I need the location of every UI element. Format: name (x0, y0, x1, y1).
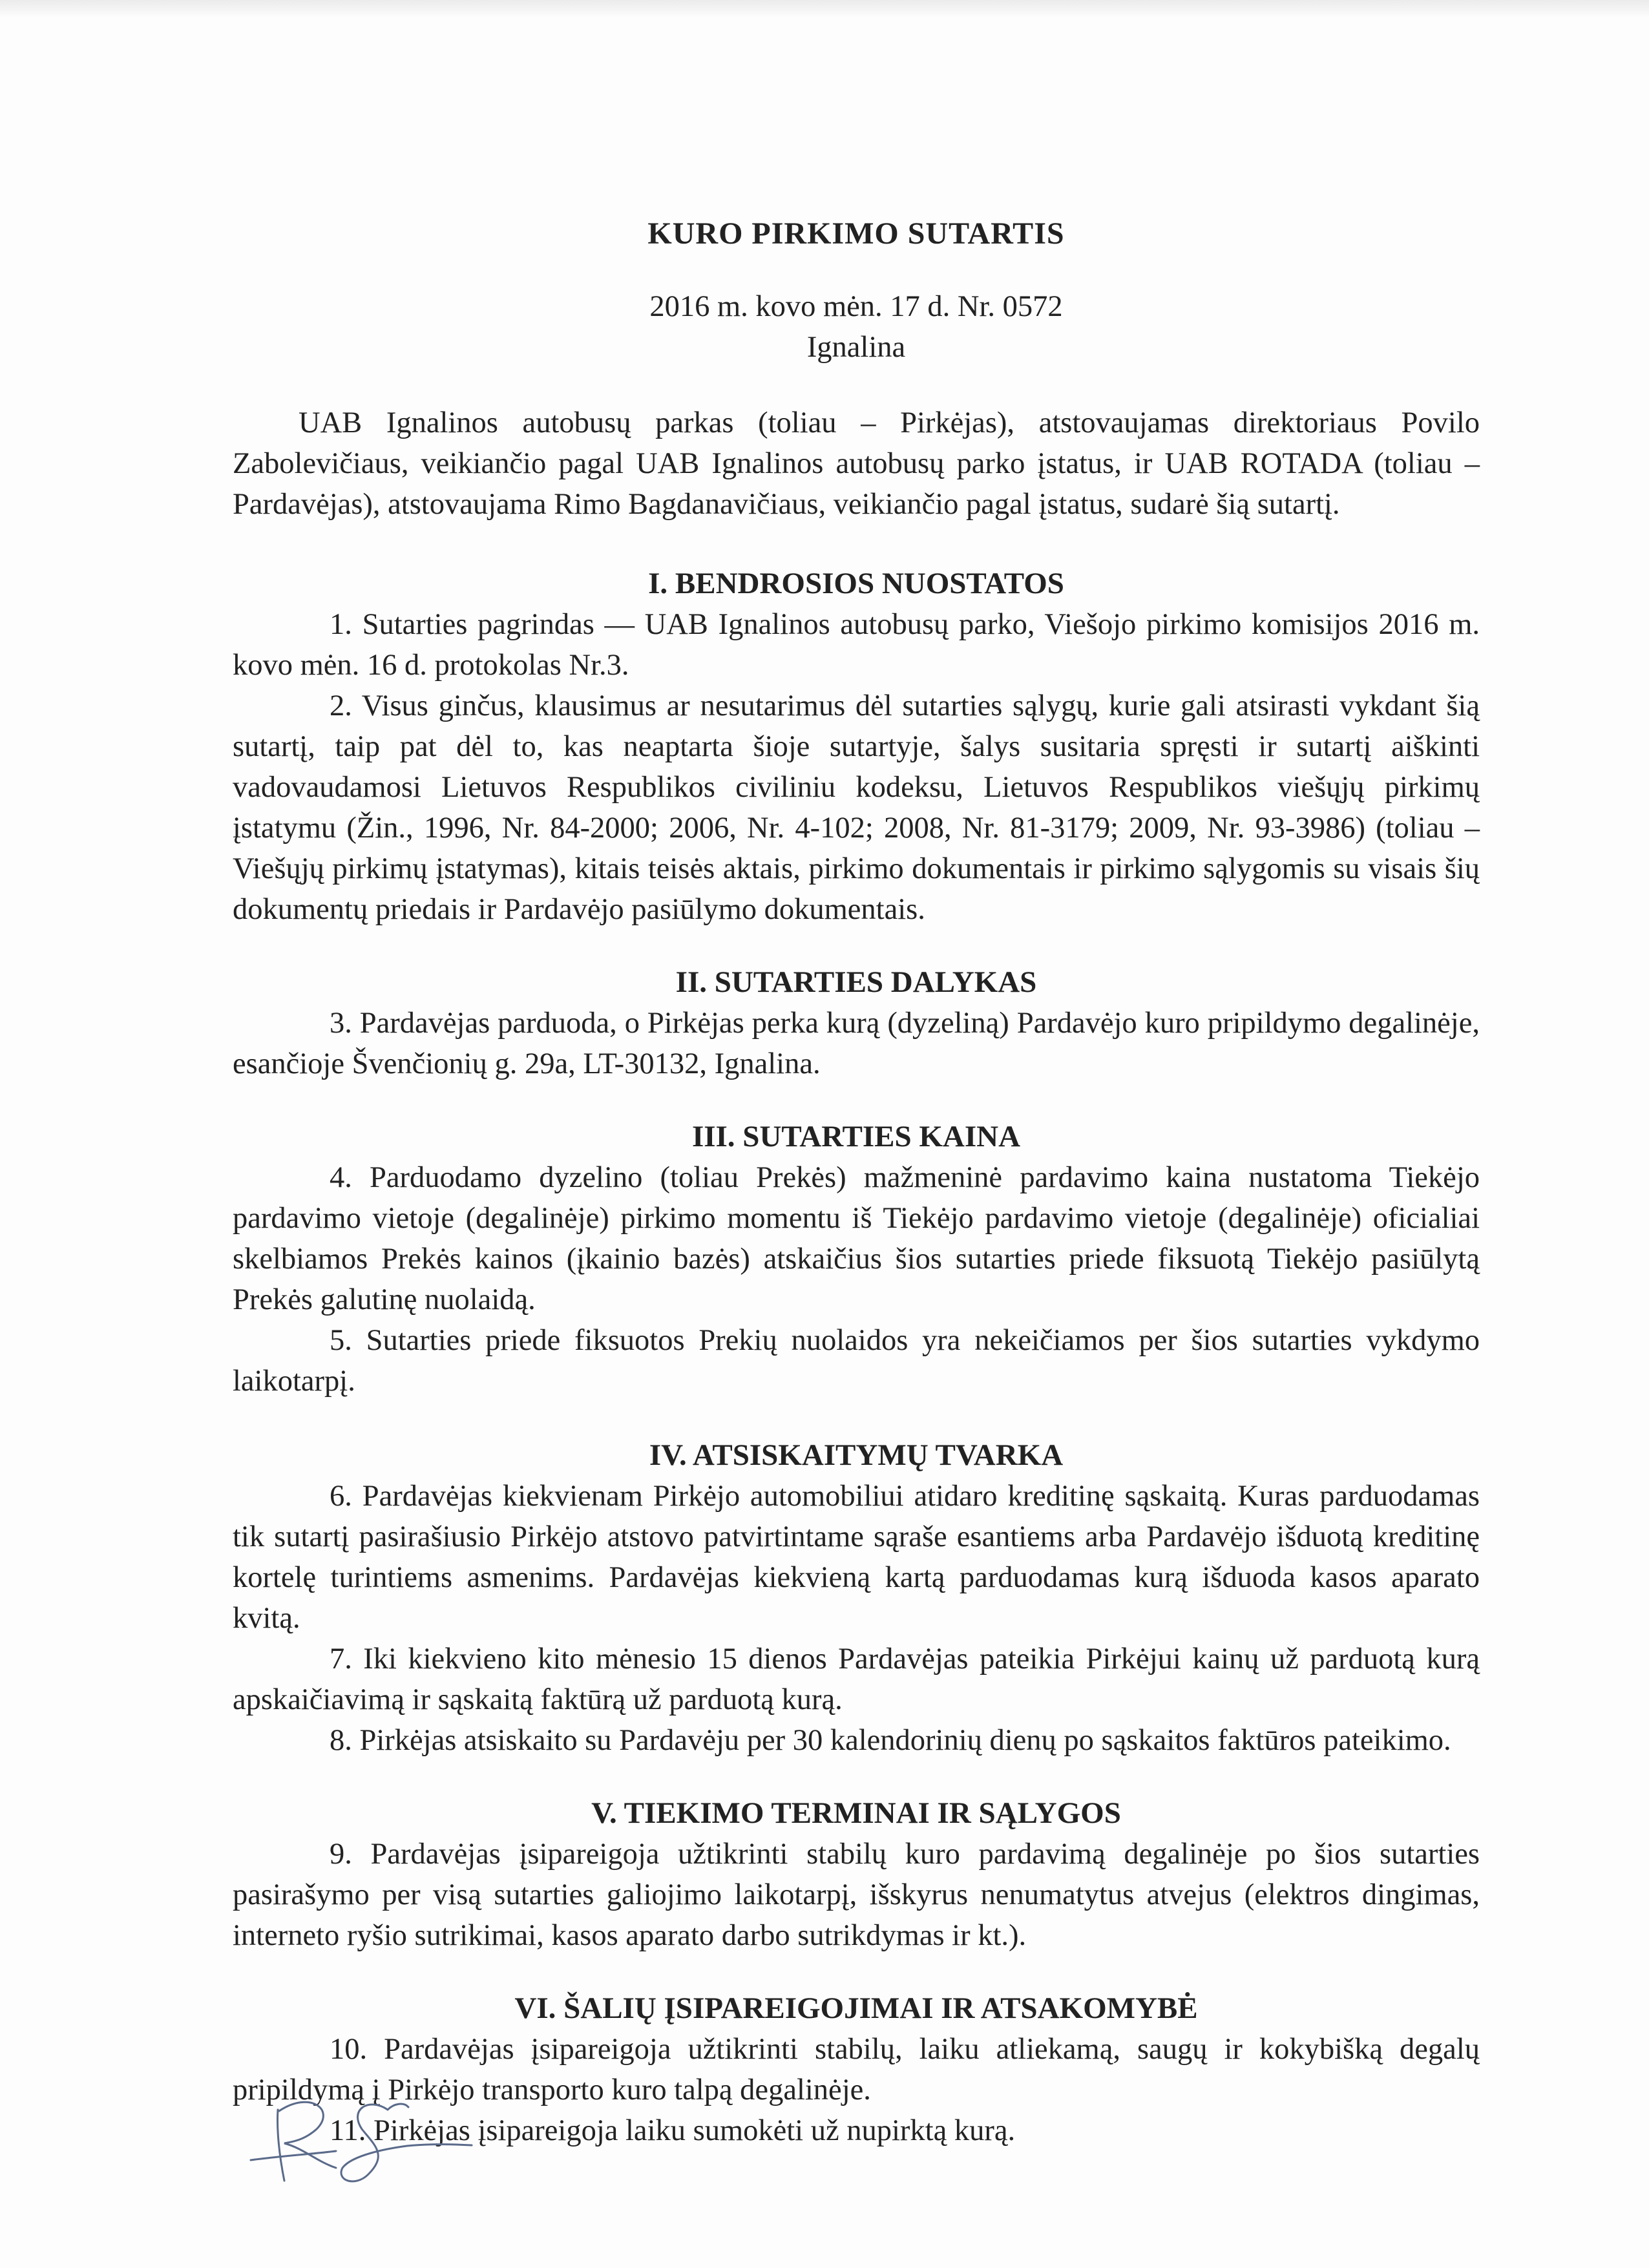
clause-3: 3. Pardavėjas parduoda, o Pirkėjas perka kurą (dyzeliną) Pardavėjo kuro pripildymo degalinėje, esančioje Švenčionių g. 29a, LT-30132, Ignalina. (233, 1007, 1480, 1080)
section-title: III. SUTARTIES KAINA (691, 1120, 1021, 1153)
clause-1: 1. Sutarties pagrindas — UAB Ignalinos autobusų parko, Viešojo pirkimo komisijos 2016 m. kovo mėn. 16 d. protokolas Nr.3. (233, 608, 1480, 682)
section-general-provisions (233, 563, 1480, 930)
handwritten-signature (239, 2084, 498, 2200)
document-place: Ignalina (806, 331, 906, 364)
clause-6: 6. Pardavėjas kiekvienam Pirkėjo automobiliui atidaro kreditinę sąskaitą. Kuras parduodamas tik sutartį pasirašiusio Pirkėjo atstovo patvirtintame sąraše esantiems arba Pardavėjo išduotą kreditinę kortelę turintiems asmenims. Pardavėjas kiekvieną kartą parduodamas kurą išduoda kasos aparato kvitą. (233, 1480, 1480, 1635)
section-title: I. BENDROSIOS NUOSTATOS (648, 567, 1064, 600)
scan-edge-shadow (0, 0, 1649, 18)
clause-9: 9. Pardavėjas įsipareigoja užtikrinti stabilų kuro pardavimą degalinėje po šios sutarties pasirašymo per visą sutarties galiojimo laikotarpį, išskyrus nenumatytus atvejus (elektros dingimas, interneto ryšio sutrikimai, kasos aparato darbo sutrikdymas ir kt.). (233, 1838, 1480, 1952)
clause-4: 4. Parduodamo dyzelino (toliau Prekės) mažmeninė pardavimo kaina nustatoma Tiekėjo pardavimo vietoje (degalinėje) pirkimo momentu iš Tiekėjo pardavimo vietoje (degalinėje) oficialiai skelbiamos Prekės kainos (įkainio bazės) atskaičius šios sutarties priede fiksuotą Tiekėjo pasiūlytą Prekės galutinę nuolaidą. (233, 1161, 1480, 1316)
document-date-number: 2016 m. kovo mėn. 17 d. Nr. 0572 (649, 290, 1063, 323)
section-title: IV. ATSISKAITYMŲ TVARKA (649, 1438, 1064, 1472)
clause-8: 8. Pirkėjas atsiskaito su Pardavėju per 30 kalendorinių dienų po sąskaitos faktūros pateikimo. (330, 1724, 1451, 1757)
section-subject (233, 962, 1480, 1084)
section-price (233, 1117, 1480, 1402)
clause-10: 10. Pardavėjas įsipareigoja užtikrinti stabilų, laiku atliekamą, saugų ir kokybišką degalų pripildymą į Pirkėjo transporto kuro talpą degalinėje. (233, 2033, 1480, 2106)
section-payment-procedure (233, 1435, 1480, 1761)
intro-paragraph: UAB Ignalinos autobusų parkas (toliau – Pirkėjas), atstovaujamas direktoriaus Povilo Zabolevičiaus, veikiančio pagal UAB Ignalinos autobusų parko įstatus, ir UAB ROTADA (toliau – Pardavėjas), atstovaujama Rimo Bagdanavičiaus, veikiančio pagal įstatus, sudarė šią sutartį. (233, 406, 1480, 521)
section-title: V. TIEKIMO TERMINAI IR SĄLYGOS (591, 1796, 1121, 1830)
document-body (233, 213, 1480, 2151)
clause-5: 5. Sutarties priede fiksuotos Prekių nuolaidos yra nekeičiamos per šios sutarties vykdymo laikotarpį. (233, 1324, 1480, 1398)
section-title: II. SUTARTIES DALYKAS (675, 965, 1037, 999)
section-title: VI. ŠALIŲ ĮSIPAREIGOJIMAI IR ATSAKOMYBĖ (514, 1991, 1198, 2025)
clause-11: 11. Pirkėjas įsipareigoja laiku sumokėti už nupirktą kurą. (330, 2114, 1016, 2147)
document-title: KURO PIRKIMO SUTARTIS (647, 216, 1065, 251)
section-supply-terms (233, 1793, 1480, 1956)
clause-7: 7. Iki kiekvieno kito mėnesio 15 dienos Pardavėjas pateikia Pirkėjui kainų už parduotą kurą apskaičiavimą ir sąskaitą faktūrą už parduotą kurą. (233, 1643, 1480, 1716)
clause-2: 2. Visus ginčus, klausimus ar nesutarimus dėl sutarties sąlygų, kurie gali atsirasti vykdant šią sutartį, taip pat dėl to, kas neaptarta šioje sutartyje, šalys susitaria spręsti ir sutartį aiškinti vadovaudamosi Lietuvos Respublikos civiliniu kodeksu, Lietuvos Respublikos viešųjų pirkimų įstatymu (Žin., 1996, Nr. 84-2000; 2006, Nr. 4-102; 2008, Nr. 81-3179; 2009, Nr. 93-3986) (toliau – Viešųjų pirkimų įstatymas), kitais teisės aktais, pirkimo dokumentais ir pirkimo sąlygomis su visais šių dokumentų priedais ir Pardavėjo pasiūlymo dokumentais. (233, 689, 1480, 926)
